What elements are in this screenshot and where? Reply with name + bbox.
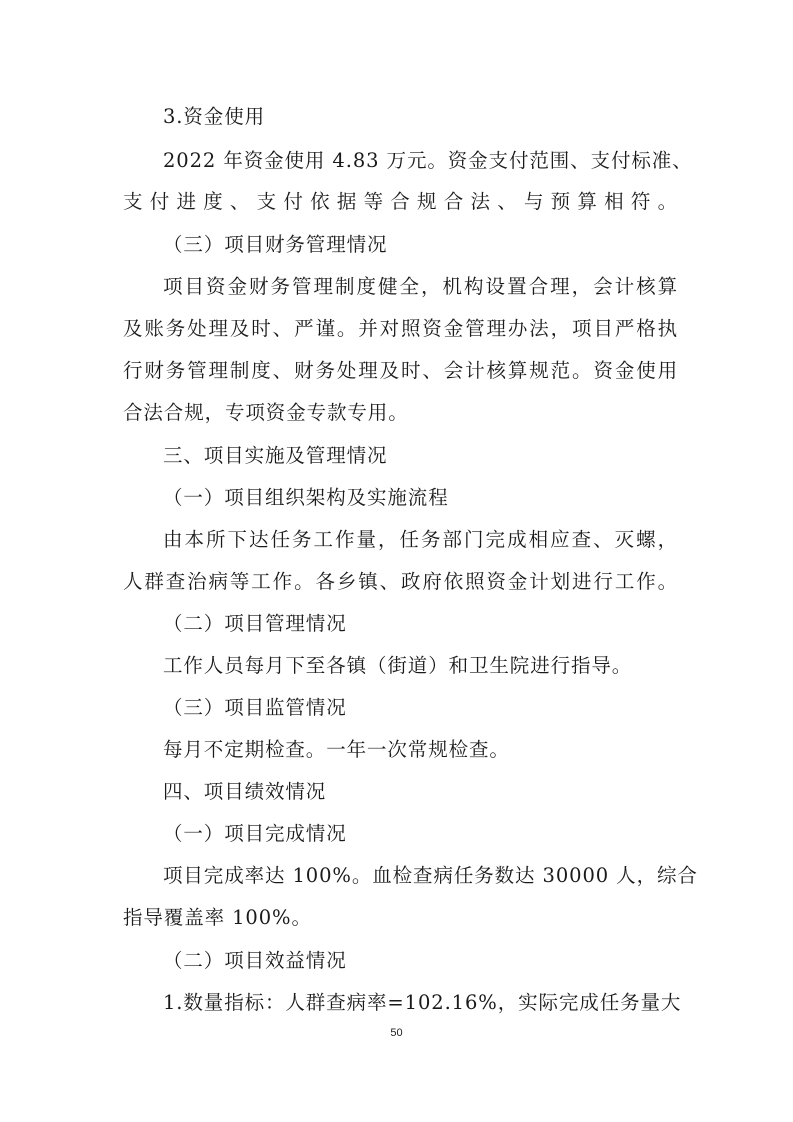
paragraph-line: 工作人员每月下至各镇（街道）和卫生院进行指导。 [163,654,633,677]
page-number: 50 [390,1027,403,1039]
paragraph-line: 项目资金财务管理制度健全，机构设置合理，会计核算 [163,275,678,298]
subsection-heading-completion: （一）项目完成情况 [163,822,347,845]
subsection-heading-finance: （三）项目财务管理情况 [163,233,388,256]
paragraph-line: 每月不定期检查。一年一次常规检查。 [163,738,510,761]
paragraph-line: 人群查治病等工作。各乡镇、政府依照资金计划进行工作。 [123,570,678,593]
paragraph-line: 合法合规，专项资金专款专用。 [123,401,409,424]
paragraph-line: 指导覆盖率 100%。 [123,906,312,929]
section-heading-performance: 四、项目绩效情况 [163,780,327,803]
paragraph-line: 支付进度、支付依据等合规合法、与预算相符。 [123,190,678,213]
paragraph-line: 2022 年资金使用 4.83 万元。资金支付范围、支付标准、 [163,149,693,172]
subsection-heading-management: （二）项目管理情况 [163,612,347,635]
paragraph-line: 由本所下达任务工作量，任务部门完成相应查、灭螺， [163,528,678,551]
section-heading-implementation: 三、项目实施及管理情况 [163,444,388,467]
subsection-heading-benefit: （二）项目效益情况 [163,949,347,972]
paragraph-line: 1.数量指标：人群查病率=102.16%，实际完成任务量大 [163,991,682,1014]
section-heading-fund-use: 3.资金使用 [163,105,266,128]
subsection-heading-supervision: （三）项目监管情况 [163,696,347,719]
paragraph-line: 及账务处理及时、严谨。并对照资金管理办法，项目严格执 [123,317,678,340]
subsection-heading-organization: （一）项目组织架构及实施流程 [163,486,449,509]
paragraph-line: 行财务管理制度、财务处理及时、会计核算规范。资金使用 [123,359,678,382]
paragraph-line: 项目完成率达 100%。血检查病任务数达 30000 人，综合 [163,864,698,887]
